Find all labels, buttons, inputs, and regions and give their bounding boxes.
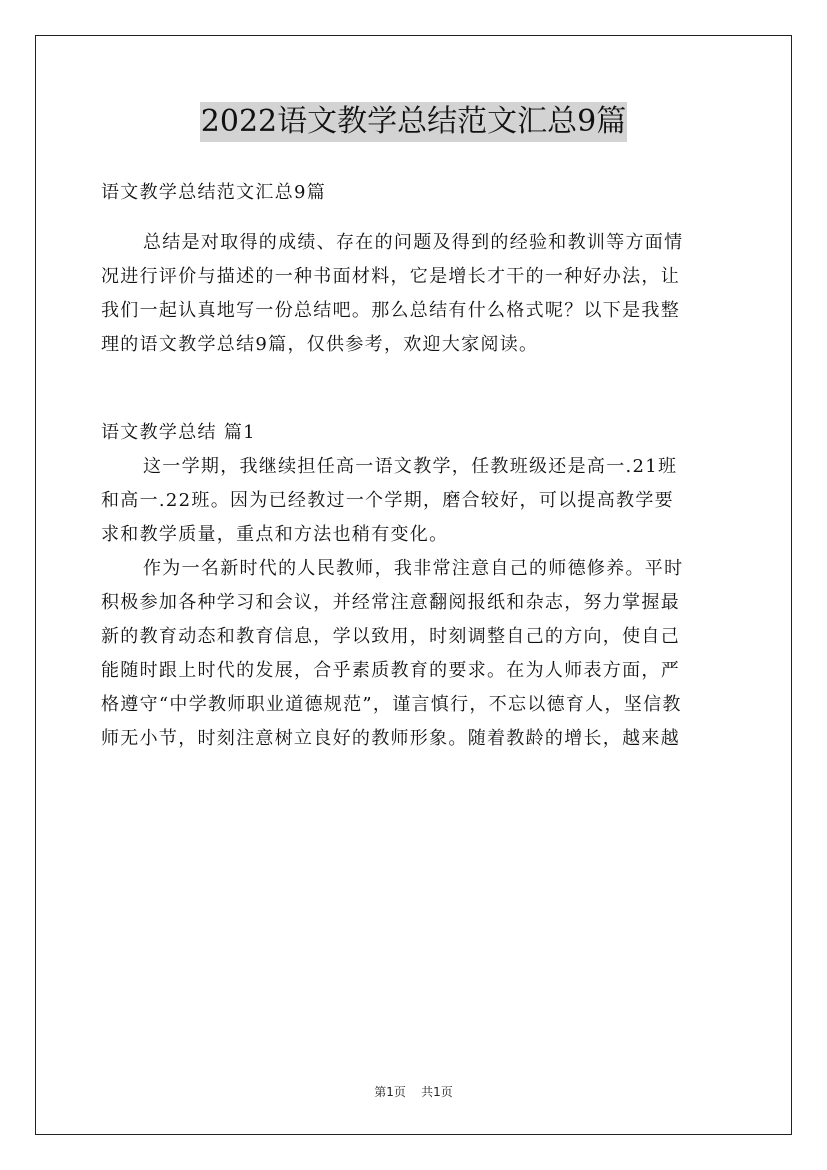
paragraph-line: 格遵守“中学教师职业道德规范”，谨言慎行，不忘以德育人，坚信教 bbox=[101, 694, 682, 715]
page-number-total: 共1页 bbox=[421, 1085, 453, 1099]
intro-line: 我们一起认真地写一份总结吧。那么总结有什么格式呢？以下是我整 bbox=[101, 300, 680, 321]
section1-paragraph-2 bbox=[101, 552, 727, 756]
page-number-current: 第1页 bbox=[374, 1085, 406, 1099]
paragraph-line: 和高一.22班。因为已经教过一个学期，磨合较好，可以提高教学要 bbox=[101, 490, 674, 511]
paragraph-line: 新的教育动态和教育信息，学以致用，时刻调整自己的方向，使自己 bbox=[101, 626, 680, 647]
section-heading: 语文教学总结 篇1 bbox=[101, 422, 256, 443]
paragraph-line: 作为一名新时代的人民教师，我非常注意自己的师德修养。平时 bbox=[143, 558, 684, 579]
intro-line: 况进行评价与描述的一种书面材料，它是增长才干的一种好办法，让 bbox=[101, 266, 680, 287]
document-title: 2022语文教学总结范文汇总9篇 bbox=[200, 102, 627, 142]
title-container bbox=[0, 102, 827, 142]
subtitle: 语文教学总结范文汇总9篇 bbox=[101, 182, 327, 203]
paragraph-line: 这一学期，我继续担任高一语文教学，任教班级还是高一.21班 bbox=[143, 456, 678, 477]
intro-line: 理的语文教学总结9篇，仅供参考，欢迎大家阅读。 bbox=[101, 334, 539, 355]
paragraph-line: 能随时跟上时代的发展，合乎素质教育的要求。在为人师表方面，严 bbox=[101, 660, 680, 681]
intro-paragraph bbox=[101, 226, 727, 362]
section1-paragraph-1 bbox=[101, 450, 727, 552]
paragraph-line: 积极参加各种学习和会议，并经常注意翻阅报纸和杂志，努力掌握最 bbox=[101, 592, 680, 613]
paragraph-line: 求和教学质量，重点和方法也稍有变化。 bbox=[101, 524, 449, 545]
intro-line: 总结是对取得的成绩、存在的问题及得到的经验和教训等方面情 bbox=[143, 232, 684, 253]
paragraph-line: 师无小节，时刻注意树立良好的教师形象。随着教龄的增长，越来越 bbox=[101, 728, 680, 749]
page-footer bbox=[0, 1084, 827, 1100]
document-body bbox=[101, 176, 727, 756]
